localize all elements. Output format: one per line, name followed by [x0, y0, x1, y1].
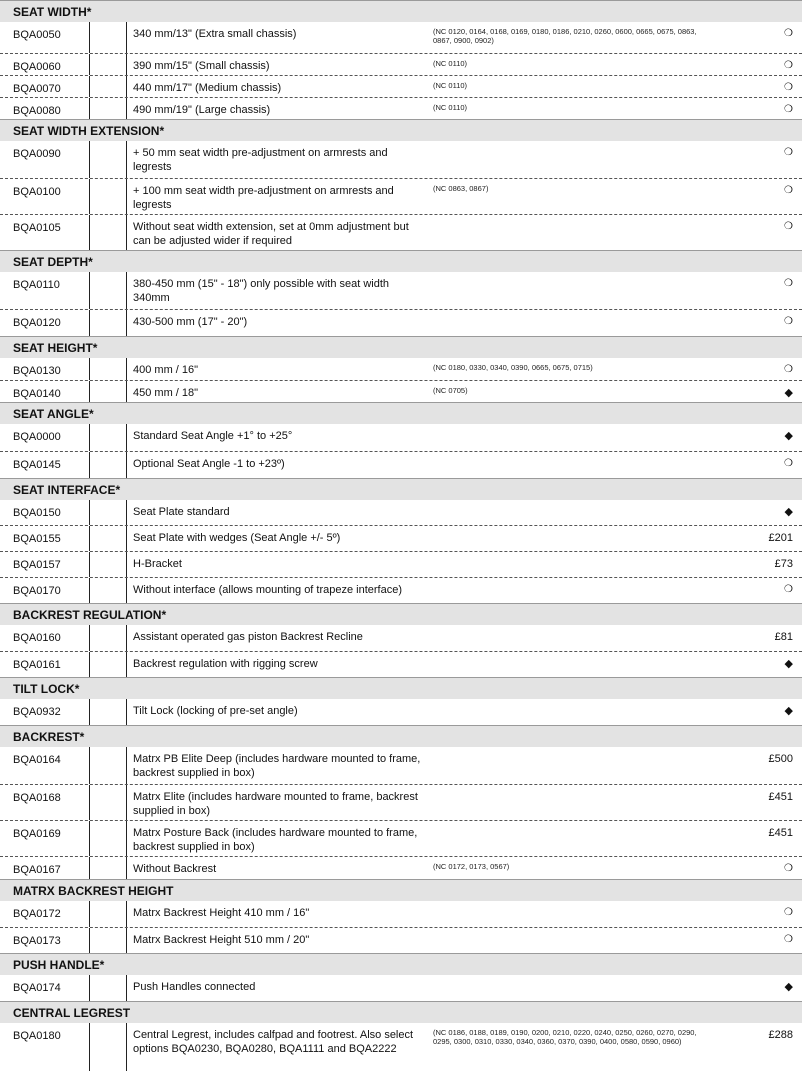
option-row — [0, 358, 802, 380]
price-label: £81 — [774, 631, 793, 643]
not-compatible-note — [421, 747, 713, 784]
option-row — [0, 97, 802, 119]
section-header: MATRX BACKREST HEIGHT — [0, 879, 802, 901]
section-header: BACKREST* — [0, 725, 802, 747]
option-code: BQA0110 — [13, 279, 60, 291]
option-code: BQA0160 — [13, 632, 61, 644]
option-code: BQA0155 — [13, 533, 61, 545]
option-description: 490 mm/19" (Large chassis) — [133, 104, 271, 116]
option-checkbox[interactable] — [89, 215, 127, 250]
not-compatible-note: (NC 0186, 0188, 0189, 0190, 0200, 0210, 0220, 0240, 0250, 0260, 0270, 0290, 0295, 0300, 0310, 0330, 0340, 0360, 0370, 0390, 0400, 0580, 0590, 0960) — [433, 1028, 697, 1046]
option-description: 340 mm/13" (Extra small chassis) — [133, 28, 297, 40]
not-compatible-note — [421, 141, 713, 178]
option-row — [0, 424, 802, 451]
section-header: SEAT HEIGHT* — [0, 336, 802, 358]
option-checkbox[interactable] — [89, 975, 127, 1001]
option-code: BQA0180 — [13, 1030, 61, 1042]
not-compatible-note — [421, 552, 713, 577]
option-description: 380-450 mm (15" - 18") only possible with seat width 340mm — [133, 278, 390, 304]
option-description: Without interface (allows mounting of trapeze interface) — [133, 584, 403, 596]
not-compatible-note — [421, 975, 713, 1001]
option-checkbox[interactable] — [89, 272, 127, 309]
option-code: BQA0145 — [13, 459, 61, 471]
option-code: BQA0168 — [13, 792, 61, 804]
optional-circle-icon: ❍ — [784, 934, 793, 945]
option-checkbox[interactable] — [89, 785, 127, 820]
option-description: Matrx PB Elite Deep (includes hardware mounted to frame, backrest supplied in box) — [133, 753, 421, 779]
section-header: CENTRAL LEGREST — [0, 1001, 802, 1023]
option-row — [0, 141, 802, 178]
price-label: £288 — [768, 1029, 793, 1041]
option-checkbox[interactable] — [89, 358, 127, 380]
option-checkbox[interactable] — [89, 928, 127, 953]
option-checkbox[interactable] — [89, 381, 127, 402]
option-row — [0, 699, 802, 725]
not-compatible-note — [421, 578, 713, 603]
option-description: Matrx Posture Back (includes hardware mounted to frame, backrest supplied in box) — [133, 827, 418, 853]
option-row — [0, 651, 802, 677]
not-compatible-note: (NC 0172, 0173, 0567) — [433, 862, 510, 871]
option-checkbox[interactable] — [89, 747, 127, 784]
not-compatible-note — [421, 821, 713, 856]
option-checkbox[interactable] — [89, 54, 127, 75]
option-description: H-Bracket — [133, 558, 182, 570]
option-checkbox[interactable] — [89, 98, 127, 119]
option-description: Seat Plate standard — [133, 506, 230, 518]
not-compatible-note — [421, 272, 713, 309]
option-code: BQA0172 — [13, 908, 61, 920]
option-checkbox[interactable] — [89, 22, 127, 53]
price-label: £451 — [768, 827, 793, 839]
not-compatible-note: (NC 0180, 0330, 0340, 0390, 0665, 0675, 0715) — [433, 363, 593, 372]
price-label: £201 — [768, 532, 793, 544]
option-code: BQA0169 — [13, 828, 61, 840]
not-compatible-note — [421, 625, 713, 651]
option-row — [0, 380, 802, 402]
optional-circle-icon: ❍ — [784, 28, 793, 39]
option-checkbox[interactable] — [89, 699, 127, 725]
optional-circle-icon: ❍ — [784, 278, 793, 289]
option-description: Matrx Backrest Height 510 mm / 20" — [133, 934, 310, 946]
option-checkbox[interactable] — [89, 857, 127, 879]
option-row — [0, 525, 802, 551]
option-checkbox[interactable] — [89, 310, 127, 336]
option-code: BQA0174 — [13, 982, 61, 994]
option-description: 450 mm / 18" — [133, 387, 199, 399]
optional-circle-icon: ❍ — [784, 147, 793, 158]
not-compatible-note — [421, 699, 713, 725]
not-compatible-note: (NC 0110) — [433, 103, 468, 112]
option-row — [0, 856, 802, 879]
not-compatible-note — [421, 928, 713, 953]
optional-circle-icon: ❍ — [784, 185, 793, 196]
section-header: BACKREST REGULATION* — [0, 603, 802, 625]
standard-diamond-icon: ◆ — [784, 506, 793, 518]
price-label: £451 — [768, 791, 793, 803]
option-description: Standard Seat Angle +1° to +25° — [133, 430, 293, 442]
option-checkbox[interactable] — [89, 652, 127, 677]
option-code: BQA0100 — [13, 186, 61, 198]
option-code: BQA0140 — [13, 388, 61, 400]
option-row — [0, 451, 802, 478]
option-code: BQA0070 — [13, 83, 61, 95]
option-row — [0, 272, 802, 309]
option-description: Matrx Elite (includes hardware mounted to frame, backrest supplied in box) — [133, 791, 418, 817]
optional-circle-icon: ❍ — [784, 584, 793, 595]
standard-diamond-icon: ◆ — [784, 430, 793, 442]
option-row — [0, 820, 802, 856]
option-description: + 50 mm seat width pre-adjustment on armrests and legrests — [133, 147, 388, 173]
not-compatible-note — [421, 652, 713, 677]
option-checkbox[interactable] — [89, 625, 127, 651]
option-code: BQA0090 — [13, 148, 61, 160]
optional-circle-icon: ❍ — [784, 458, 793, 469]
option-row — [0, 22, 802, 53]
not-compatible-note: (NC 0705) — [433, 386, 468, 395]
option-checkbox[interactable] — [89, 552, 127, 577]
option-checkbox[interactable] — [89, 76, 127, 97]
not-compatible-note: (NC 0110) — [433, 59, 468, 68]
optional-circle-icon: ❍ — [784, 863, 793, 874]
option-checkbox[interactable] — [89, 578, 127, 603]
option-checkbox[interactable] — [89, 821, 127, 856]
option-description: Push Handles connected — [133, 981, 256, 993]
option-description: Optional Seat Angle -1 to +23º) — [133, 458, 285, 470]
option-description: 400 mm / 16" — [133, 364, 199, 376]
option-description: 390 mm/15" (Small chassis) — [133, 60, 270, 72]
option-code: BQA0050 — [13, 29, 61, 41]
not-compatible-note — [421, 785, 713, 820]
option-code: BQA0105 — [13, 222, 61, 234]
option-row — [0, 1023, 802, 1071]
option-row — [0, 500, 802, 525]
option-code: BQA0173 — [13, 935, 61, 947]
not-compatible-note — [421, 215, 713, 250]
section-header: SEAT DEPTH* — [0, 250, 802, 272]
standard-diamond-icon: ◆ — [784, 981, 793, 993]
option-code: BQA0080 — [13, 105, 61, 117]
not-compatible-note — [421, 452, 713, 478]
option-row — [0, 309, 802, 336]
option-description: Matrx Backrest Height 410 mm / 16" — [133, 907, 310, 919]
option-row — [0, 214, 802, 250]
not-compatible-note — [421, 526, 713, 551]
section-header: TILT LOCK* — [0, 677, 802, 699]
option-row — [0, 975, 802, 1001]
option-row — [0, 901, 802, 927]
option-row — [0, 747, 802, 784]
option-code: BQA0167 — [13, 864, 61, 876]
optional-circle-icon: ❍ — [784, 364, 793, 375]
section-header: SEAT ANGLE* — [0, 402, 802, 424]
optional-circle-icon: ❍ — [784, 60, 793, 71]
standard-diamond-icon: ◆ — [784, 658, 793, 670]
option-checkbox[interactable] — [89, 1023, 127, 1071]
option-code: BQA0161 — [13, 659, 61, 671]
option-checkbox[interactable] — [89, 500, 127, 525]
option-row — [0, 625, 802, 651]
not-compatible-note — [421, 310, 713, 336]
option-row — [0, 178, 802, 214]
option-description: Tilt Lock (locking of pre-set angle) — [133, 705, 298, 717]
option-code: BQA0130 — [13, 365, 61, 377]
option-description: Central Legrest, includes calfpad and footrest. Also select options BQA0230, BQA0280, BQA1111 and BQA2222 — [133, 1029, 414, 1055]
option-description: Backrest regulation with rigging screw — [133, 658, 318, 670]
price-label: £500 — [768, 753, 793, 765]
option-code: BQA0164 — [13, 754, 61, 766]
option-code: BQA0060 — [13, 61, 61, 73]
optional-circle-icon: ❍ — [784, 82, 793, 93]
option-row — [0, 927, 802, 953]
not-compatible-note: (NC 0863, 0867) — [433, 184, 489, 193]
optional-circle-icon: ❍ — [784, 907, 793, 918]
option-code: BQA0120 — [13, 317, 61, 329]
option-description: + 100 mm seat width pre-adjustment on armrests and legrests — [133, 185, 394, 211]
optional-circle-icon: ❍ — [784, 316, 793, 327]
option-row — [0, 551, 802, 577]
not-compatible-note — [421, 901, 713, 927]
option-description: Seat Plate with wedges (Seat Angle +/- 5º) — [133, 532, 341, 544]
option-code: BQA0170 — [13, 585, 61, 597]
option-description: Without seat width extension, set at 0mm adjustment but can be adjusted wider if required — [133, 221, 409, 247]
not-compatible-note: (NC 0120, 0164, 0168, 0169, 0180, 0186, 0210, 0260, 0600, 0665, 0675, 0863, 0867, 0900, 0902) — [433, 27, 697, 45]
option-code: BQA0000 — [13, 431, 61, 443]
option-row — [0, 53, 802, 75]
option-checkbox[interactable] — [89, 452, 127, 478]
option-checkbox[interactable] — [89, 179, 127, 214]
section-header: SEAT INTERFACE* — [0, 478, 802, 500]
option-checkbox[interactable] — [89, 424, 127, 451]
option-code: BQA0157 — [13, 559, 61, 571]
option-row — [0, 784, 802, 820]
optional-circle-icon: ❍ — [784, 221, 793, 232]
section-header: SEAT WIDTH EXTENSION* — [0, 119, 802, 141]
price-label: £73 — [774, 558, 793, 570]
option-description: 430-500 mm (17" - 20") — [133, 316, 248, 328]
option-description: Without Backrest — [133, 863, 217, 875]
option-code: BQA0932 — [13, 706, 61, 718]
option-description: Assistant operated gas piston Backrest Recline — [133, 631, 363, 643]
standard-diamond-icon: ◆ — [784, 705, 793, 717]
section-header: PUSH HANDLE* — [0, 953, 802, 975]
option-row — [0, 577, 802, 603]
option-checkbox[interactable] — [89, 526, 127, 551]
option-code: BQA0150 — [13, 507, 61, 519]
optional-circle-icon: ❍ — [784, 104, 793, 115]
not-compatible-note — [421, 500, 713, 525]
option-description: 440 mm/17" (Medium chassis) — [133, 82, 282, 94]
not-compatible-note — [421, 424, 713, 451]
option-checkbox[interactable] — [89, 901, 127, 927]
option-row — [0, 75, 802, 97]
option-checkbox[interactable] — [89, 141, 127, 178]
standard-diamond-icon: ◆ — [784, 387, 793, 399]
section-header: SEAT WIDTH* — [0, 0, 802, 22]
not-compatible-note: (NC 0110) — [433, 81, 468, 90]
